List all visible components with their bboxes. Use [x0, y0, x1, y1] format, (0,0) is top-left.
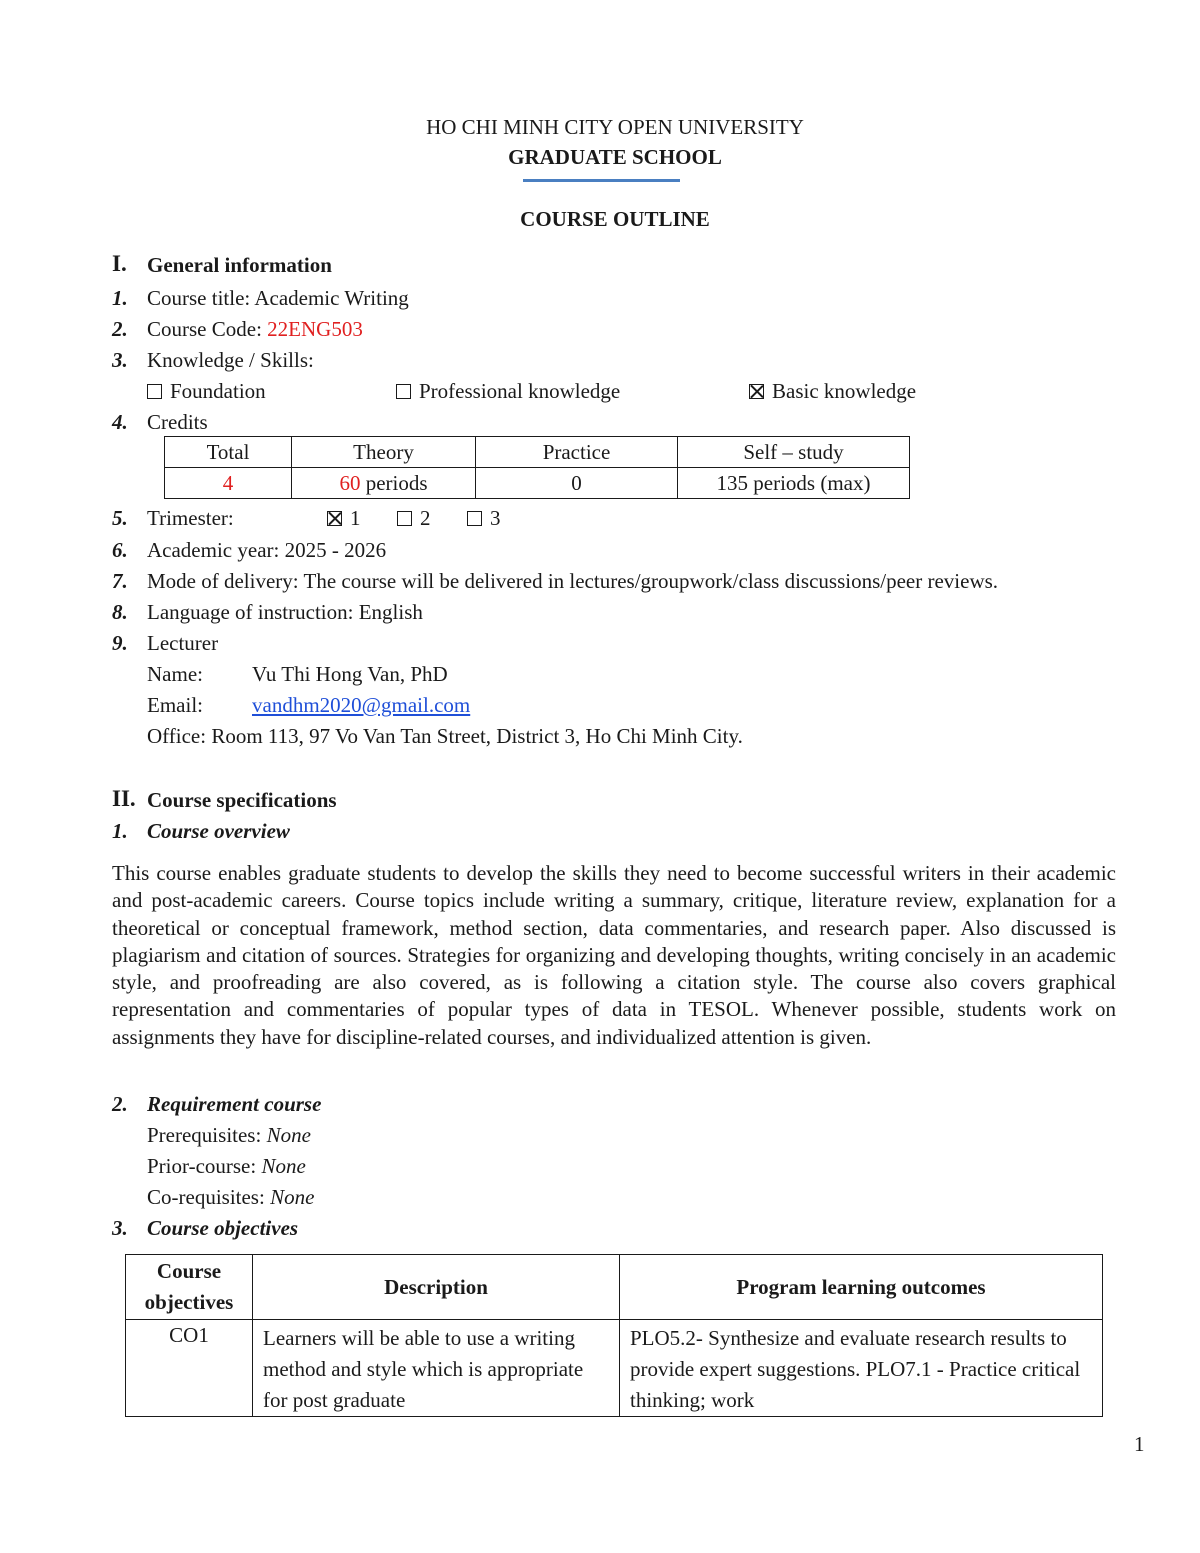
item-1-number: 1.	[112, 286, 128, 310]
lecturer-email-label: Email:	[147, 693, 203, 717]
credits-value-row	[165, 468, 910, 499]
subsection-3-number: 3.	[112, 1216, 128, 1240]
trimester-option-1[interactable]	[327, 506, 361, 530]
requirement-course-title: Requirement course	[147, 1092, 322, 1116]
course-code-line	[147, 317, 363, 341]
objectives-header-cell: Program learning outcomes	[620, 1255, 1103, 1320]
objectives-table	[125, 1254, 1103, 1417]
subsection-2-number: 2.	[112, 1092, 128, 1116]
item-5-number: 5.	[112, 506, 128, 530]
credits-header-cell: Practice	[476, 437, 678, 468]
item-3-number: 3.	[112, 348, 128, 372]
document-title: COURSE OUTLINE	[520, 207, 710, 231]
objective-code: CO1	[126, 1320, 253, 1417]
trimester-option-2[interactable]	[397, 506, 431, 530]
checkbox-unchecked-icon[interactable]	[147, 384, 162, 399]
prerequisites-value: None	[266, 1123, 311, 1147]
course-title: Course title: Academic Writing	[147, 286, 409, 310]
prior-course-value: None	[261, 1154, 306, 1178]
trimester-option-3[interactable]	[467, 506, 501, 530]
item-6-number: 6.	[112, 538, 128, 562]
credits-theory-unit: periods	[360, 470, 428, 495]
corequisites-label: Co-requisites:	[147, 1185, 271, 1209]
page-number: 1	[1134, 1432, 1145, 1456]
checkbox-unchecked-icon[interactable]	[396, 384, 411, 399]
prior-course-label: Prior-course:	[147, 1154, 262, 1178]
credits-theory	[292, 468, 476, 499]
prerequisites-line	[147, 1123, 311, 1147]
credits-total: 4	[165, 468, 292, 499]
knowledge-label: Knowledge / Skills:	[147, 348, 314, 372]
section-2-title: Course specifications	[147, 788, 337, 812]
trimester-3-label: 3	[490, 506, 501, 530]
academic-year: Academic year: 2025 - 2026	[147, 538, 387, 562]
subsection-1-number: 1.	[112, 819, 128, 843]
checkbox-checked-icon[interactable]	[749, 384, 764, 399]
option-foundation-label: Foundation	[170, 379, 266, 403]
credits-label: Credits	[147, 410, 208, 434]
table-row	[126, 1320, 1103, 1417]
credits-header-cell: Theory	[292, 437, 476, 468]
lecturer-label: Lecturer	[147, 631, 219, 655]
item-4-number: 4.	[112, 410, 128, 434]
objective-description: Learners will be able to use a writing method and style which is appropriate for post graduate	[253, 1320, 620, 1417]
course-overview-text: This course enables graduate students to develop the skills they need to become successful writers in their academic and post-academic careers. Course topics include writing a summary, critique, literature review, explanation for a theoretical or conceptual framework, method section, data commentaries, and research paper. Also discussed is plagiarism and citation of sources. Strategies for organizing and developing thoughts, writing concisely in an academic style, and proofreading are also covered, as is following a citation style. The course also covers graphical representation and commentaries of popular types of data in TESOL. Whenever possible, students work on assignments they have for discipline-related courses, and individualized attention is given.	[112, 861, 1116, 1049]
credits-self-study: 135 periods (max)	[678, 468, 910, 499]
option-foundation[interactable]	[147, 379, 266, 403]
checkbox-checked-icon[interactable]	[327, 511, 342, 526]
credits-header-cell: Total	[165, 437, 292, 468]
prerequisites-label: Prerequisites:	[147, 1123, 267, 1147]
section-1-title: General information	[147, 253, 332, 277]
option-basic[interactable]	[749, 379, 916, 403]
lecturer-name-label: Name:	[147, 662, 203, 686]
option-basic-label: Basic knowledge	[772, 379, 917, 403]
objectives-header-cell: Description	[253, 1255, 620, 1320]
credits-theory-number: 60	[339, 470, 361, 495]
language-of-instruction: Language of instruction: English	[147, 600, 423, 624]
header-rule	[523, 179, 680, 182]
course-overview-title: Course overview	[147, 819, 290, 843]
university-name: HO CHI MINH CITY OPEN UNIVERSITY	[426, 115, 804, 139]
school-name: GRADUATE SCHOOL	[508, 145, 722, 169]
prior-course-line	[147, 1154, 306, 1178]
credits-header-cell: Self – study	[678, 437, 910, 468]
item-7-number: 7.	[112, 569, 128, 593]
course-code-value: 22ENG503	[267, 317, 363, 341]
section-1-number: I.	[112, 251, 127, 276]
objectives-header-row	[126, 1255, 1103, 1320]
corequisites-value: None	[270, 1185, 315, 1209]
objective-plo: PLO5.2- Synthesize and evaluate research results to provide expert suggestions. PLO7.1 - Practice critical thinking; work	[620, 1320, 1103, 1417]
checkbox-unchecked-icon[interactable]	[397, 511, 412, 526]
section-2-number: II.	[112, 786, 136, 811]
item-9-number: 9.	[112, 631, 128, 655]
checkbox-unchecked-icon[interactable]	[467, 511, 482, 526]
mode-of-delivery: Mode of delivery: The course will be delivered in lectures/groupwork/class discussions/peer reviews.	[147, 569, 999, 593]
credits-table	[164, 436, 910, 499]
lecturer-name: Vu Thi Hong Van, PhD	[252, 662, 448, 686]
option-professional[interactable]	[396, 379, 620, 403]
item-2-number: 2.	[112, 317, 128, 341]
objectives-header-cell: Course objectives	[126, 1255, 253, 1320]
trimester-2-label: 2	[420, 506, 431, 530]
credits-header-row	[165, 437, 910, 468]
trimester-label: Trimester:	[147, 506, 234, 530]
corequisites-line	[147, 1185, 314, 1209]
item-8-number: 8.	[112, 600, 128, 624]
course-code-label: Course Code:	[147, 317, 268, 341]
trimester-1-label: 1	[350, 506, 361, 530]
lecturer-office: Office: Room 113, 97 Vo Van Tan Street, District 3, Ho Chi Minh City.	[147, 724, 743, 748]
credits-practice: 0	[476, 468, 678, 499]
lecturer-email-link[interactable]: vandhm2020@gmail.com	[252, 693, 471, 717]
option-professional-label: Professional knowledge	[419, 379, 621, 403]
course-objectives-title: Course objectives	[147, 1216, 299, 1240]
